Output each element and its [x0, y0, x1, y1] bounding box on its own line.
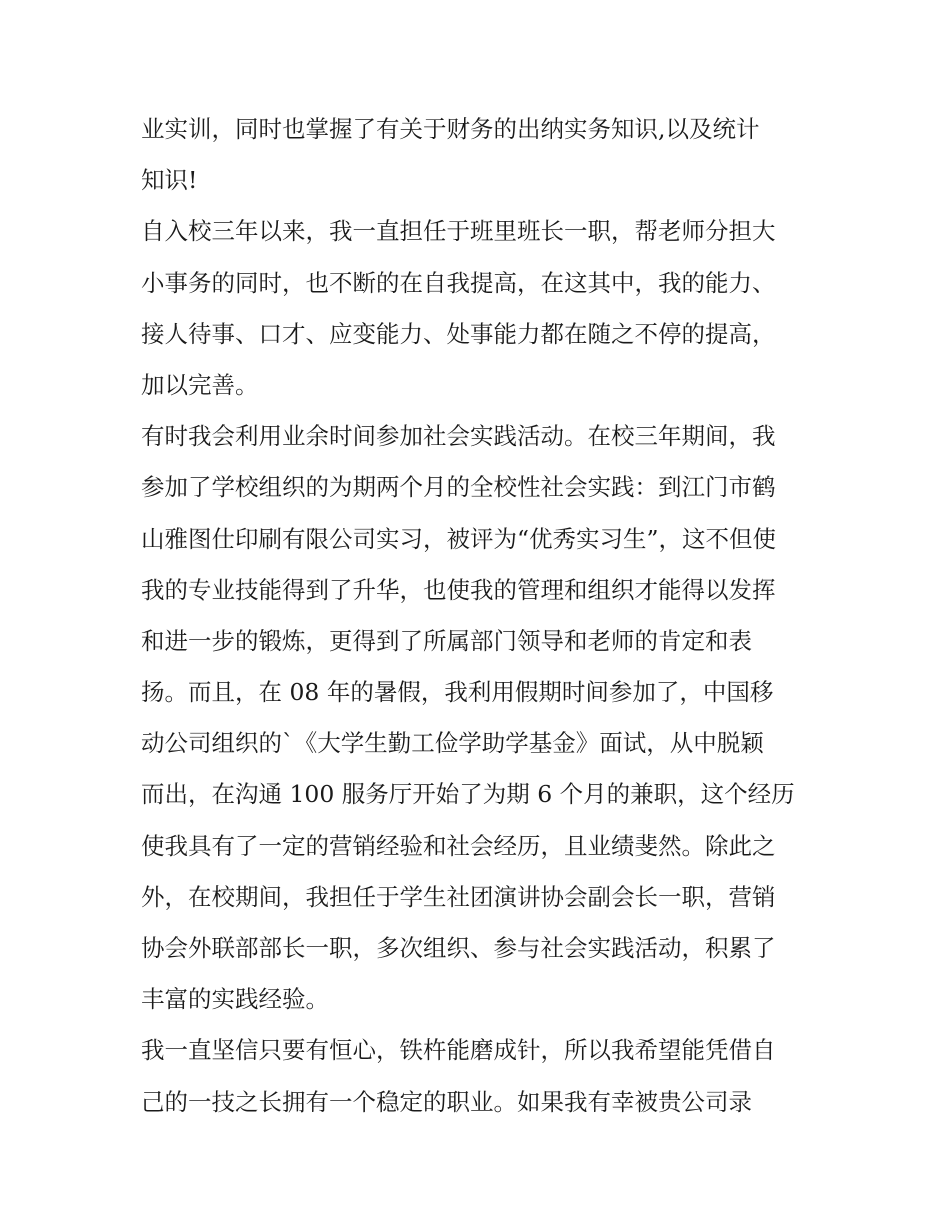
- body-text: [141, 104, 821, 1128]
- text-line: 参加了学校组织的为期两个月的全校性社会实践：到江门市鹤: [141, 473, 776, 502]
- text-line: 动公司组织的`《大学生勤工俭学助学基金》面试，从中脱颖: [141, 729, 764, 758]
- text-line: 知识!: [141, 166, 198, 195]
- text-line: 而出，在沟通 100 服务厅开始了为期 6 个月的兼职，这个经历: [141, 780, 795, 809]
- text-line: 加以完善。: [141, 370, 259, 399]
- text-line: 扬。而且，在 08 年的暑假，我利用假期时间参加了，中国移: [141, 678, 774, 707]
- text-line: 山雅图仕印刷有限公司实习，被评为“优秀实习生”，这不但使: [141, 524, 777, 553]
- text-line: 丰富的实践经验。: [141, 985, 329, 1014]
- text-line: 和进一步的锻炼，更得到了所属部门领导和老师的肯定和表: [141, 626, 752, 655]
- text-line: 自入校三年以来，我一直担任于班里班长一职，帮老师分担大: [141, 217, 776, 246]
- text-line: 协会外联部部长一职，多次组织、参与社会实践活动，积累了: [141, 934, 776, 962]
- text-line: 小事务的同时，也不断的在自我提高，在这其中，我的能力、: [141, 268, 776, 297]
- text-line: 我一直坚信只要有恒心，铁杵能磨成针，所以我希望能凭借自: [141, 1036, 776, 1065]
- text-line: 有时我会利用业余时间参加社会实践活动。在校三年期间，我: [141, 422, 776, 451]
- text-line: 己的一技之长拥有一个稳定的职业。如果我有幸被贵公司录: [141, 1087, 752, 1116]
- text-line: 接人待事、口才、应变能力、处事能力都在随之不停的提高，: [141, 319, 776, 348]
- text-line: 外，在校期间，我担任于学生社团演讲协会副会长一职，营销: [141, 882, 776, 911]
- text-line: 使我具有了一定的营销经验和社会经历，且业绩斐然。除此之: [141, 831, 776, 860]
- text-line: 业实训，同时也掌握了有关于财务的出纳实务知识,以及统计: [141, 115, 760, 143]
- text-line: 我的专业技能得到了升华，也使我的管理和组织才能得以发挥: [141, 575, 776, 604]
